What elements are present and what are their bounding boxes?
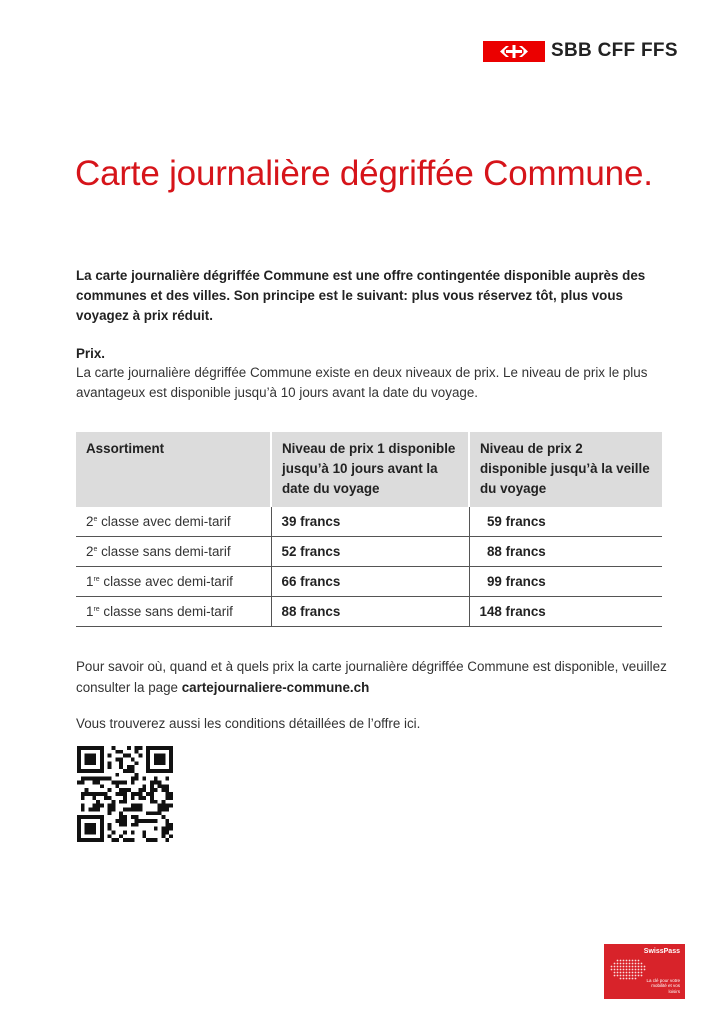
row-category: 2e classe sans demi-tarif bbox=[76, 537, 271, 567]
website-link[interactable]: cartejournaliere-commune.ch bbox=[181, 680, 370, 695]
prix-paragraph: La carte journalière dégriffée Commune existe en deux niveaux de prix. Le niveau de prix le plus avantageux est disponible jusqu’à 10 jours avant la date du voyage. bbox=[76, 365, 648, 400]
table-row bbox=[76, 567, 662, 597]
table-row bbox=[76, 597, 662, 627]
row-category: 1re classe avec demi-tarif bbox=[76, 567, 271, 597]
price-table bbox=[76, 432, 662, 627]
row-price-1: 39 francs bbox=[271, 507, 469, 537]
conditions-text: Vous trouverez aussi les conditions détaillées de l’offre ici. bbox=[76, 716, 421, 731]
row-category: 1re classe sans demi-tarif bbox=[76, 597, 271, 627]
logo-text: SBB CFF FFS bbox=[551, 40, 678, 61]
row-price-2: 148 francs bbox=[469, 597, 662, 627]
page-title: Carte journalière dégriffée Commune. bbox=[75, 154, 653, 193]
sbb-logo bbox=[483, 40, 678, 62]
row-category: 2e classe avec demi-tarif bbox=[76, 507, 271, 537]
row-price-2: 99 francs bbox=[469, 567, 662, 597]
row-price-2: 88 francs bbox=[469, 537, 662, 567]
consult-paragraph: Pour savoir où, quand et à quels prix la carte journalière dégriffée Commune est disponible, veuillez consulter la page cartejournaliere-commune.ch bbox=[76, 659, 667, 695]
intro-paragraph: La carte journalière dégriffée Commune est une offre contingentée disponible auprès des communes et des villes. Son principe est le suivant: plus vous réservez tôt, plus vous voyagez à prix réduit. bbox=[76, 268, 646, 323]
swisspass-logo-icon bbox=[604, 944, 685, 999]
prix-heading: Prix. bbox=[76, 346, 106, 361]
swisspass-slogan: La clé pour votre mobilité et vos loisirs bbox=[646, 977, 680, 994]
table-header-row bbox=[76, 432, 662, 507]
row-price-1: 88 francs bbox=[271, 597, 469, 627]
header-price-level-1: Niveau de prix 1 disponible jusqu’à 10 jours avant la date du voyage bbox=[271, 432, 469, 507]
table-row bbox=[76, 537, 662, 567]
row-price-1: 66 francs bbox=[271, 567, 469, 597]
qr-code-icon[interactable] bbox=[77, 746, 173, 842]
row-price-1: 52 francs bbox=[271, 537, 469, 567]
header-price-level-2: Niveau de prix 2 disponible jusqu’à la veille du voyage bbox=[469, 432, 662, 507]
sbb-arrows-icon bbox=[483, 41, 545, 62]
header-assortiment: Assortiment bbox=[76, 432, 271, 507]
row-price-2: 59 francs bbox=[469, 507, 662, 537]
table-row bbox=[76, 507, 662, 537]
swisspass-name: SwissPass bbox=[643, 948, 680, 955]
